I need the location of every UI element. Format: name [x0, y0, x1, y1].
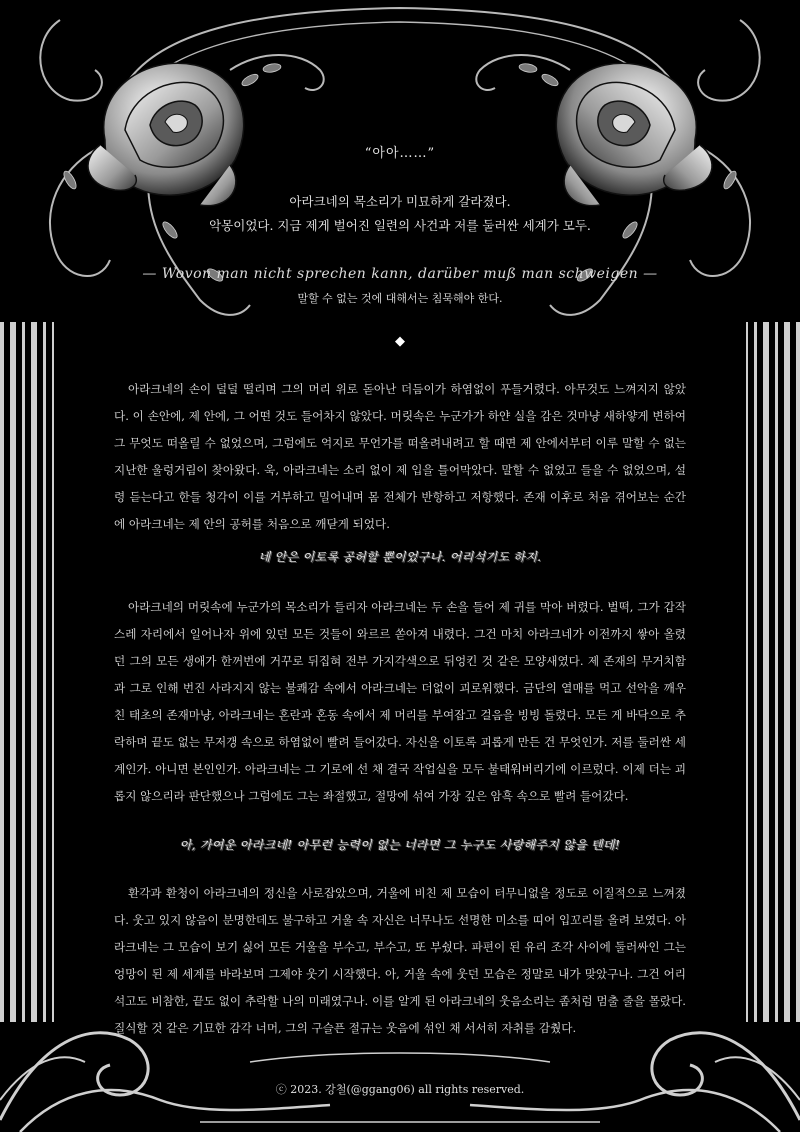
emphasis-line: 네 안은 이토록 공허할 뿐이었구나. 어리석기도 하지.: [258, 550, 542, 564]
intro-text: [0, 190, 800, 238]
paragraph: 환각과 환청이 아라크네의 정신을 사로잡았으며, 거울에 비친 제 모습이 터무니없을 정도로 이질적으로 느껴졌다. 웃고 있지 않음이 분명한데도 불구하고 거울 속 자신은 너무나도 선명한 미소를 띠어 입꼬리를 올려 보였다. 아라크네는 그 모습이 보기 싫어 모든 거울을 부수고, 부수고, 또 부쉈다. 파편이 된 유리 조각 사이에 둘러싸인 그는 엉망이 된 제 세계를 바라보며 그제야 웃기 시작했다. 아, 거울 속에 웃던 모습은 정말로 내가 맞았구나. 그건 어리석고도 비참한, 끝도 없이 추락할 나의 미래였구나. 이를 알게 된 아라크네의 웃음소리는 좀처럼 멈출 줄을 몰랐다. 질식할 것 같은 기묘한 감각 너머, 그의 구슬픈 절규는 웃음에 섞인 채 서서히 자취를 감췄다.: [114, 886, 686, 1035]
epigraph-korean: 말할 수 없는 것에 대해서는 침묵해야 한다.: [297, 292, 503, 305]
left-rose: [88, 63, 244, 205]
dialogue-quote: “아아……”: [364, 146, 436, 161]
intro-line: 악몽이었다. 지금 제게 벌어진 일련의 사건과 저를 둘러싼 세계가 모두.: [209, 218, 591, 233]
diamond-divider: ◆: [395, 334, 405, 349]
right-pillar: [746, 322, 800, 1022]
left-pillar: [0, 322, 54, 1022]
copyright-notice: ⓒ 2023. 강철(@ggang06) all rights reserved.: [275, 1083, 525, 1096]
intro-line: 아라크네의 목소리가 미묘하게 갈라졌다.: [289, 194, 511, 209]
epigraph-german: — Wovon man nicht sprechen kann, darüber muß man schweigen —: [142, 266, 658, 282]
paragraph: 아라크네의 머릿속에 누군가의 목소리가 들리자 아라크네는 두 손을 들어 제 귀를 막아 버렸다. 벌떡, 그가 갑작스레 자리에서 일어나자 위에 있던 모든 것들이 와르르 쏟아져 내렸다. 그건 마치 아라크네가 이전까지 쌓아 올렸던 그의 모든 생애가 한꺼번에 거꾸로 뒤집혀 전부 가지각색으로 뒤엉킨 것 같은 모양새였다. 제 존재의 무거치함과 그로 인해 번진 사라지지 않는 불쾌감 속에서 아라크네는 더없이 괴로워했다. 금단의 열매를 먹고 선악을 깨우친 태초의 존재마냥, 아라크네는 혼란과 혼동 속에서 제 머리를 부여잡고 걸음을 빙빙 돌렸다. 모든 게 바닥으로 추락하며 끝도 없는 무저갱 속으로 하염없이 빨려 들어갔다. 자신을 이토록 괴롭게 만든 건 무엇인가. 저를 둘러싼 세계인가. 아니면 본인인가. 아라크네는 그 기로에 선 채 결국 작업실을 모두 불태워버리기에 이르렀다. 이제 더는 괴롭지 않으리라 판단했으나 그럼에도 그는 좌절했고, 절망에 섞여 가장 깊은 암흑 속으로 빨려 들어갔다.: [114, 600, 686, 803]
paragraph: 아라크네의 손이 덜덜 떨리며 그의 머리 위로 돋아난 더듬이가 하염없이 푸들거렸다. 아무것도 느껴지지 않았다. 이 손안에, 제 안에, 그 어떤 것도 들어차지 않았다. 머릿속은 누군가가 하얀 실을 감은 것마냥 새하얗게 변하여 그 무엇도 떠올릴 수 없었으며, 그럼에도 억지로 무언가를 떠올려내려고 할 때면 제 안에서부터 이루 말할 수 없는 지난한 울렁거림이 찾아왔다. 욱, 아라크네는 소리 없이 제 입을 틀어막았다. 말할 수 없었고 들을 수 없었으며, 설령 듣는다고 한들 청각이 이를 거부하고 밀어내며 몸 전체가 반항하고 저항했다. 존재 이후로 처음 겪어보는 순간에 아라크네는 제 안의 공허를 처음으로 깨닫게 되었다.: [114, 382, 686, 531]
emphasis-line: 아, 가여운 아라크네! 아무런 능력이 없는 너라면 그 누구도 사랑해주지 않을 텐데!: [179, 838, 621, 852]
right-rose: [556, 63, 712, 205]
